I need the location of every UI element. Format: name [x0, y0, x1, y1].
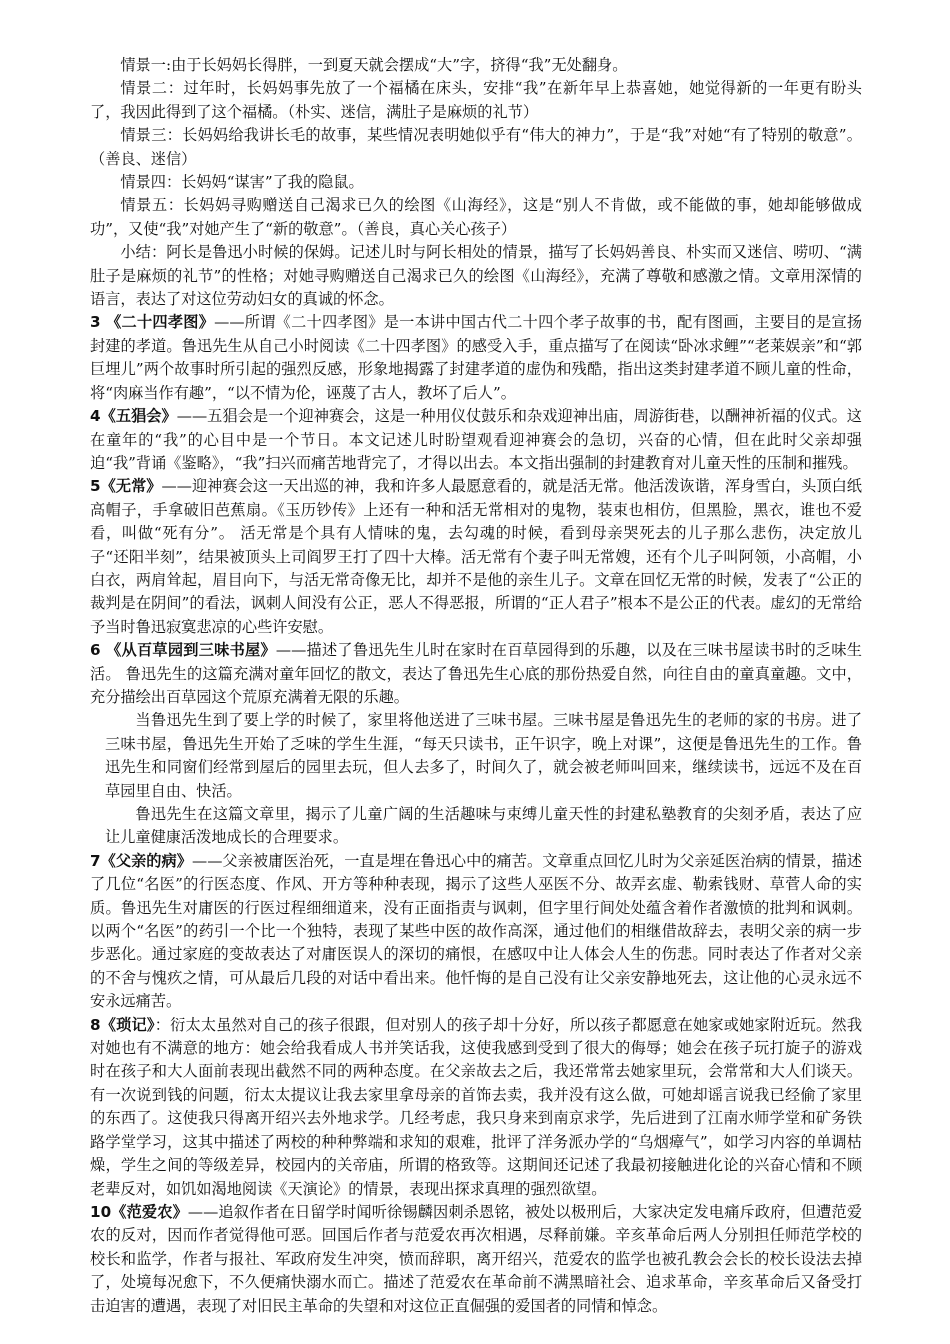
scene-1: 情景一:由于长妈妈长得胖，一到夏天就会摆成“大”字，挤得“我”无处翻身。: [120, 56, 628, 74]
section-6-heading: 6 《从百草园到三味书屋》: [90, 641, 276, 660]
scene-4: 情景四：长妈妈“谋害”了我的隐鼠。: [120, 173, 364, 192]
scene-3: 情景三：长妈妈给我讲长毛的故事，某些情况表明她似乎有“伟大的神力”，于是“我”对她“有了特别的敬意”。（善良、迷信）: [90, 126, 862, 168]
section-7: [90, 850, 862, 1014]
section-8-heading: 8《琐记》: [90, 1015, 155, 1034]
section-4-body: ——五猖会是一个迎神赛会，这是一种用仪仗鼓乐和杂戏迎神出庙，周游街巷，以酬神祈福的仪式。这在童年的“我”的心目中是一个节日。本文记述儿时盼望观看迎神赛会的急切，兴奋的心情，但在此时父亲却强迫“我”背诵《鉴略》，“我”扫兴而痛苦地背完了，才得以出去。本文指出强制的封建教育对儿童天性的压制和摧残。: [90, 407, 862, 472]
scene-2: 情景二：过年时，长妈妈事先放了一个福橘在床头，安排“我”在新年早上恭喜她，她觉得新的一年更有盼头了，我因此得到了这个福橘。（朴实、迷信，满肚子是麻烦的礼节）: [90, 79, 862, 121]
section-3-body: ——所谓《二十四孝图》是一本讲中国古代二十四个孝子故事的书，配有图画，主要目的是宣扬封建的孝道。鲁迅先生从自己小时阅读《二十四孝图》的感受入手，重点描写了在阅读“卧冰求鲤”“老莱娱亲”和“郭巨埋儿”两个故事时所引起的强烈反感，形象地揭露了封建孝道的虚伪和残酷，指出这类封建孝道不顾儿童的性命，将“肉麻当作有趣”，“以不情为伦，诬蔑了古人，教坏了后人”。: [90, 313, 863, 402]
section-6-paragraph-2: 当鲁迅先生到了要上学的时候了，家里将他送进了三味书屋。三味书屋是鲁迅先生的老师的家的书房。进了三味书屋，鲁迅先生开始了乏味的学生生涯，“每天只读书，正午识字，晚上对课”，这便是鲁迅先生的工作。鲁迅先生和同窗们经常到屋后的园里去玩，但人去多了，时间久了，就会被老师叫回来，继续读书，远远不及在百草园里自由、快活。: [105, 711, 862, 800]
section-3-heading: 3 《二十四孝图》: [90, 313, 215, 332]
section-4-heading: 4《五猖会》: [90, 407, 177, 426]
summary: 小结：阿长是鲁迅小时候的保姆。记述儿时与阿长相处的情景，描写了长妈妈善良、朴实而又迷信、唠叨、“满肚子是麻烦的礼节”的性格；对她寻购赠送自己渴求已久的绘图《山海经》，充满了尊敬和感激之情。文章用深情的语言，表达了对这位劳动妇女的真诚的怀念。: [90, 243, 862, 309]
section-7-body: ——父亲被庸医治死，一直是埋在鲁迅心中的痛苦。文章重点回忆儿时为父亲延医治病的情景，描述了几位“名医”的行医态度、作风、开方等种种表现，揭示了这些人巫医不分、故弄玄虚、勒索钱财、草菅人命的实质。鲁迅先生对庸医的行医过程细细道来，没有正面指责与讽刺，但字里行间处处蕴含着作者激愤的批判和讽刺。以两个“名医”的药引一个比一个独特，表现了某些中医的故作高深，通过他们的相继借故辞去，表明父亲的病一步步恶化。通过家庭的变故表达了对庸医误人的深切的痛恨，在感叹中让人体会人生的伤悲。同时表达了作者对父亲的不舍与愧疚之情，可从最后几段的对话中看出来。他忏悔的是自己没有让父亲安静地死去，这让他的心灵永远不安永远痛苦。: [90, 851, 863, 1011]
section-5: [90, 475, 862, 639]
scene-5: 情景五：长妈妈寻购赠送自己渴求已久的绘图《山海经》，这是“别人不肯做，或不能做的事，她却能够做成功”，又使“我”对她产生了“新的敬意”。（善良，真心关心孩子）: [90, 196, 862, 238]
section-6-body: ——描述了鲁迅先生儿时在家时在百草园得到的乐趣，以及在三味书屋读书时的乏味生活。 鲁迅先生的这篇充满对童年回忆的散文，表达了鲁迅先生心底的那份热爱自然，向往自由的童真童趣。文中，充分描绘出百草园这个荒原充满着无限的乐趣。: [90, 641, 862, 706]
section-8-body: ：衍太太虽然对自己的孩子很跟，但对别人的孩子却十分好，所以孩子都愿意在她家或她家附近玩。然我对她也有不满意的地方：她会给我看成人书并笑话我，这使我感到受到了很大的侮辱；她会在孩子玩打旋子的游戏时在孩子和大人面前表现出截然不同的两种态度。在父亲故去之后，我还常常去她家里玩，会常常和大人们谈天。有一次说到钱的问题，衍太太提议让我去家里拿母亲的首饰去卖，我并没有这么做，可她却谣言说我已经偷了家里的东西了。这使我只得离开绍兴去外地求学。几经考虑，我只身来到南京求学，先后进到了江南水师学堂和矿务铁路学堂学习，这其中描述了两校的种种弊端和求知的艰难，批评了洋务派办学的“乌烟瘴气”，如学习内容的单调枯燥，学生之间的等级差异，校园内的关帝庙，所谓的格致等。这期间还记述了我最初接触进化论的兴奋心情和不顾老辈反对，如饥如渴地阅读《天演论》的情景，表现出探求真理的强烈欲望。: [90, 1015, 863, 1198]
section-5-heading: 5《无常》: [90, 477, 162, 496]
section-5-body: ——迎神赛会这一天出巡的神，我和许多人最愿意看的，就是活无常。他活泼诙谐，浑身雪白，头顶白纸高帽子，手拿破旧芭蕉扇。《玉历钞传》上还有一种和活无常相对的鬼物，装束也相仿，但黑脸，黑衣，谁也不爱看，叫做“死有分”。 活无常是个具有人情味的鬼，去勾魂的时候，看到母亲哭死去的儿子那么悲伤，决定放儿子“还阳半刻”，结果被顶头上司阎罗王打了四十大棒。活无常有个妻子叫无常嫂，还有个儿子叫阿领，小高帽，小白衣，两肩耸起，眉目向下，与活无常奇像无比，却并不是他的亲生儿子。文章在回忆无常的时候，发表了“公正的裁判是在阴间”的看法，讽刺人间没有公正，恶人不得恶报，所谓的“正人君子”根本不是公正的代表。虚幻的无常给予当时鲁迅寂寞悲凉的心些许安慰。: [90, 477, 862, 636]
section-6: [90, 639, 862, 709]
section-10-body: ——追叙作者在日留学时闻听徐锡麟因刺杀恩铭，被处以极刑后，大家决定发电痛斥政府，但遭范爱农的反对，因而作者觉得他可恶。回国后作者与范爱农再次相遇，尽释前嫌。辛亥革命后两人分别担任师范学校的校长和监学，作者与报社、军政府发生冲突，愤而辞职，离开绍兴，范爱农的监学也被孔教会会长的校长设法去掉了，处境每况愈下，不久便痛快溺水而亡。描述了范爱农在革命前不满黑暗社会、追求革命，辛亥革命后又备受打击迫害的遭遇，表现了对旧民主革命的失望和对这位正直倔强的爱国者的同情和悼念。: [90, 1202, 863, 1315]
section-10: [90, 1201, 862, 1318]
section-10-heading: 10《范爱农》: [90, 1202, 188, 1221]
section-7-heading: 7《父亲的病》: [90, 851, 192, 870]
section-3: [90, 311, 862, 405]
section-4: [90, 405, 862, 475]
section-6-paragraph-3: 鲁迅先生在这篇文章里，揭示了儿童广阔的生活趣味与束缚儿童天性的封建私塾教育的尖刻矛盾，表达了应让儿童健康活泼地成长的合理要求。: [105, 805, 862, 847]
section-8: [90, 1014, 862, 1201]
